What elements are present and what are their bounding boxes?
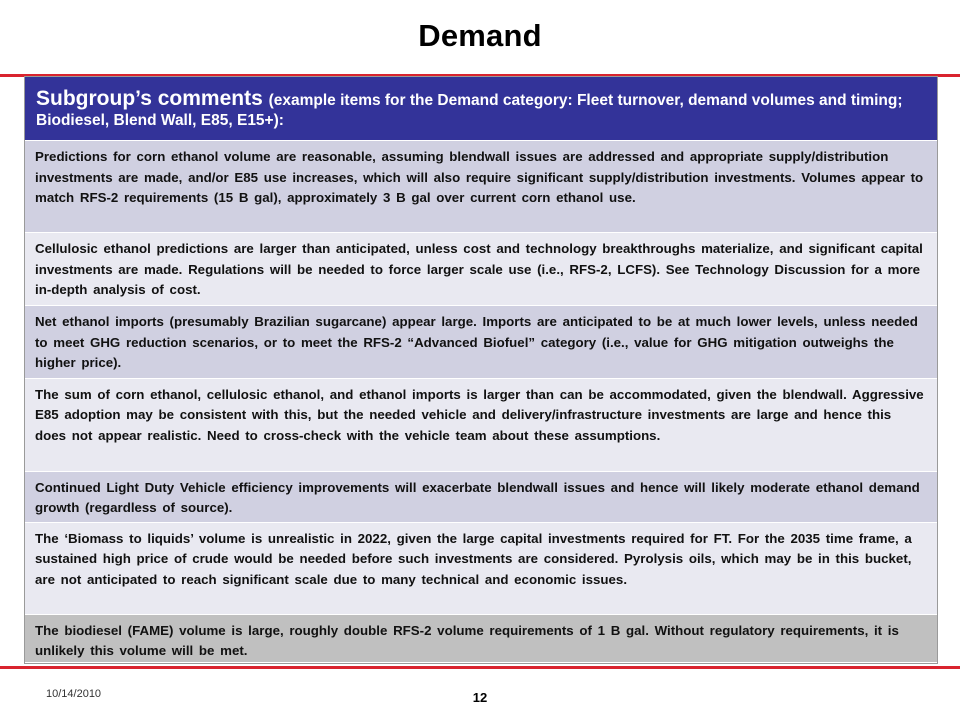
table-row: The sum of corn ethanol, cellulosic ethanol, and ethanol imports is larger than can be accommodated, given the blendwall. Aggressive E85 adoption may be consistent with this, but the needed vehicle and delivery/infrastructure investments are large and hence this does not appear realistic. Need to cross-check with the vehicle team about these assumptions.	[25, 379, 937, 472]
comments-table	[24, 76, 938, 664]
bottom-divider	[0, 666, 960, 669]
page-number: 12	[472, 690, 488, 705]
header-sub: (example items for the Demand category: Fleet turnover, demand volumes and timing; Biodiesel, Blend Wall, E85, E15+):	[36, 92, 903, 129]
table-row: Predictions for corn ethanol volume are reasonable, assuming blendwall issues are addressed and appropriate supply/distribution investments are made, and/or E85 use increases, which will also require significant supply/distribution investments. Volumes appear to match RFS-2 requirements (15 B gal), approximately 3 B gal over current corn ethanol use.	[25, 141, 937, 233]
table-row: The biodiesel (FAME) volume is large, roughly double RFS-2 volume requirements of 1 B gal. Without regulatory requirements, it is unlikely this volume will be met.	[25, 615, 937, 663]
table-header	[25, 77, 937, 141]
header-main: Subgroup’s comments	[36, 87, 269, 110]
table-row: Cellulosic ethanol predictions are larger than anticipated, unless cost and technology breakthroughs materialize, and significant capital investments are made. Regulations will be needed to force larger scale use (i.e., RFS-2, LCFS). See Technology Discussion for a more in-depth analysis of cost.	[25, 233, 937, 306]
table-row: Continued Light Duty Vehicle efficiency improvements will exacerbate blendwall issues and hence will likely moderate ethanol demand growth (regardless of source).	[25, 472, 937, 523]
footer-date: 10/14/2010	[46, 688, 102, 700]
table-row: Net ethanol imports (presumably Brazilian sugarcane) appear large. Imports are anticipated to be at much lower levels, unless needed to meet GHG reduction scenarios, or to meet the RFS-2 “Advanced Biofuel” category (i.e., value for GHG mitigation outweighs the higher price).	[25, 306, 937, 379]
table-row: The ‘Biomass to liquids’ volume is unrealistic in 2022, given the large capital investments required for FT. For the 2035 time frame, a sustained high price of crude would be needed before such investments are considered. Pyrolysis oils, which may be in this bucket, are not anticipated to reach significant scale due to many technical and economic issues.	[25, 523, 937, 615]
slide-title: Demand	[418, 18, 542, 53]
